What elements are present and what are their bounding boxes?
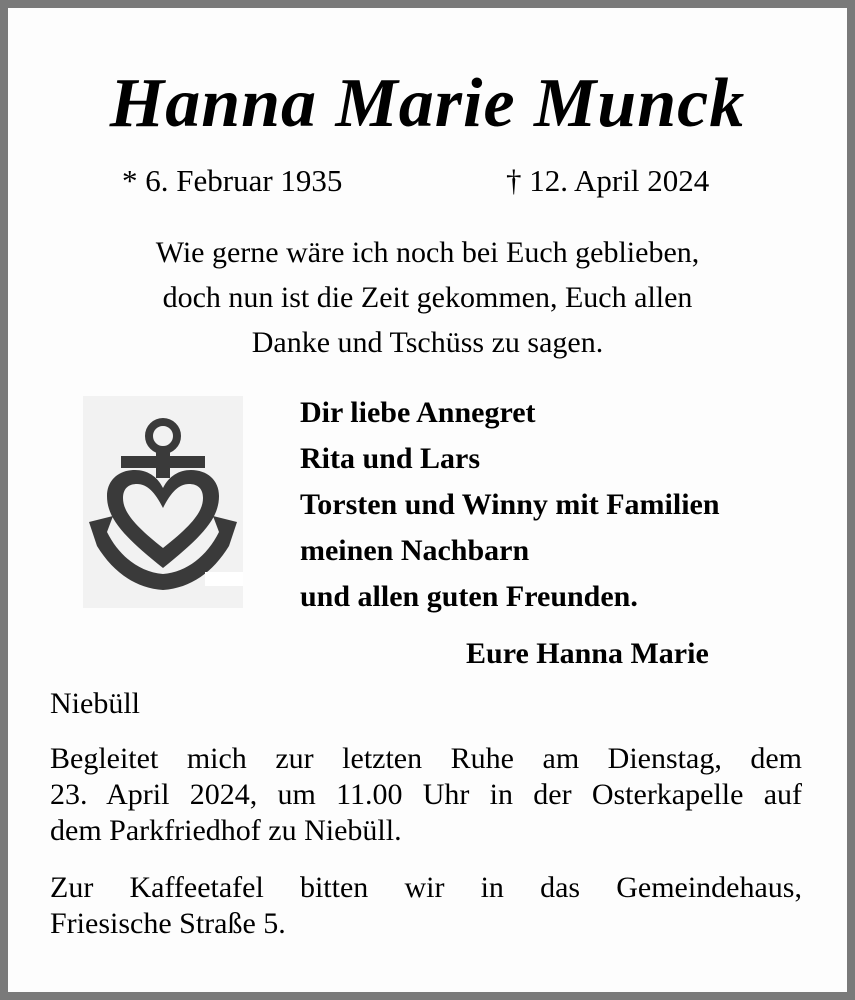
obituary-card	[8, 8, 847, 992]
birth-date: * 6. Februar 1935	[122, 163, 343, 198]
thanks-line: Torsten und Winny mit Familien	[300, 488, 720, 521]
deceased-name: Hanna Marie Munck	[109, 65, 746, 142]
death-date: † 12. April 2024	[506, 163, 710, 198]
verse-line: Wie gerne wäre ich noch bei Euch geblieben,	[155, 236, 700, 269]
reception-line: Zur Kaffeetafel bitten wir in das Gemeindehaus,	[50, 871, 802, 904]
thanks-list	[300, 390, 720, 620]
verse-line: doch nun ist die Zeit gekommen, Euch allen	[162, 281, 693, 314]
thanks-line: und allen guten Freunden.	[300, 580, 638, 613]
funeral-line: Begleitet mich zur letzten Ruhe am Dienstag, dem	[50, 742, 802, 775]
reception-line: Friesische Straße 5.	[50, 907, 286, 940]
farewell-verse	[8, 230, 847, 365]
funeral-details	[50, 741, 802, 849]
funeral-line: dem Parkfriedhof zu Niebüll.	[50, 814, 402, 847]
signature: Eure Hanna Marie	[466, 637, 709, 670]
funeral-line: 23. April 2024, um 11.00 Uhr in der Osterkapelle auf	[50, 778, 802, 811]
verse-line: Danke und Tschüss zu sagen.	[251, 326, 604, 359]
anchor-heart-cross-icon	[83, 396, 243, 608]
location: Niebüll	[50, 687, 140, 720]
reception-details	[50, 870, 802, 942]
thanks-line: Dir liebe Annegret	[300, 396, 536, 429]
thanks-line: meinen Nachbarn	[300, 534, 530, 567]
thanks-line: Rita und Lars	[300, 442, 481, 475]
